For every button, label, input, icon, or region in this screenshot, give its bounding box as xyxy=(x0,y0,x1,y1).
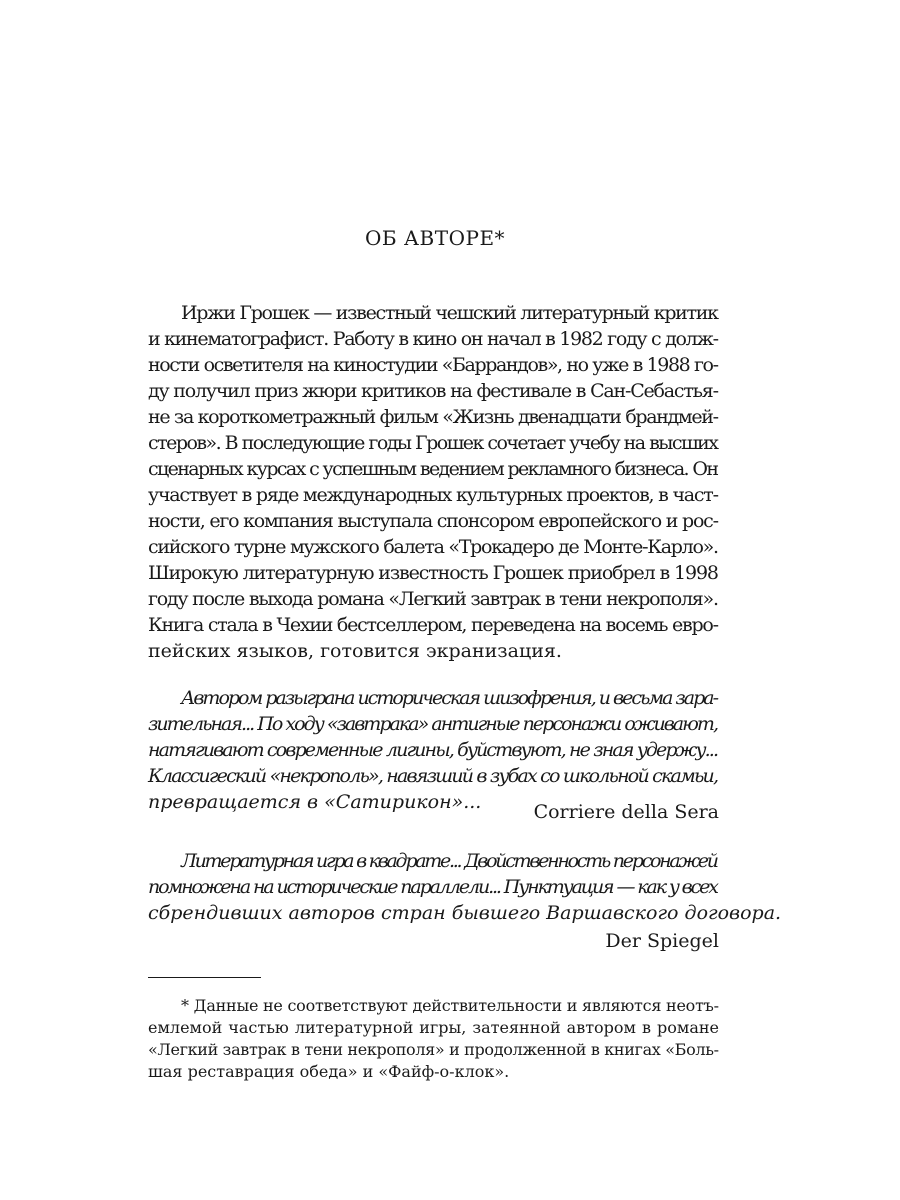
quote-source: Der Spiegel xyxy=(605,930,719,952)
quote-line: Классигеский «некрополь», навязший в зубах со школьной скамьи, xyxy=(148,765,718,787)
footnote-line: «Легкий завтрак в тени некрополя» и продолженной в книгах «Боль- xyxy=(148,1040,719,1059)
quote-line: превращается в «Сатирикон»... xyxy=(148,791,482,813)
body-line: стеров». В последующие годы Грошек сочетает учебу на высших xyxy=(148,432,718,454)
body-line: сценарных курсах с успешным ведением рекламного бизнеса. Он xyxy=(148,458,718,480)
quote-line: Автором разыграна историческая шизофрения, и весьма зара- xyxy=(181,687,717,709)
body-line: Книга стала в Чехии бестселлером, переведена на восемь евро- xyxy=(148,614,718,636)
footnote-line: шая реставрация обеда» и «Файф-о-клок». xyxy=(148,1062,510,1081)
quote-source: Corriere della Sera xyxy=(533,801,719,823)
quote-line: Литературная игра в квадрате... Двойственность персонажей xyxy=(181,850,717,872)
footnote-divider xyxy=(148,977,261,978)
body-line: году после выхода романа «Легкий завтрак в тени некрополя». xyxy=(148,588,718,610)
page-title: ОБ АВТОРЕ* xyxy=(364,226,506,250)
body-line: пейских языков, готовится экранизация. xyxy=(148,640,562,662)
body-line: Иржи Грошек — известный чешский литературный критик xyxy=(181,302,718,324)
quote-line: помножена на исторические параллели... Пунктуация — как у всех xyxy=(148,876,717,898)
body-line: ности осветителя на киностудии «Баррандов», но уже в 1988 го- xyxy=(148,354,718,376)
footnote-line: емлемой частью литературной игры, затеянной автором в романе xyxy=(148,1018,719,1037)
body-line: сийского турне мужского балета «Трокадеро де Монте-Карло». xyxy=(148,536,718,558)
body-line: участвует в ряде международных культурных проектов, в част- xyxy=(148,484,718,506)
body-line: и кинематографист. Работу в кино он начал в 1982 году с долж- xyxy=(148,328,718,350)
body-line: ности, его компания выступала спонсором европейского и рос- xyxy=(148,510,718,532)
body-line: Широкую литературную известность Грошек приобрел в 1998 xyxy=(148,562,718,584)
body-line: не за короткометражный фильм «Жизнь двенадцати брандмей- xyxy=(148,406,718,428)
quote-line: зительная... По ходу «завтрака» антигные персонажи оживают, xyxy=(148,713,718,735)
quote-line: сбрендивших авторов стран бывшего Варшавского договора. xyxy=(148,902,782,924)
body-line: ду получил приз жюри критиков на фестивале в Сан-Себастья- xyxy=(148,380,718,402)
footnote-line: * Данные не соответствуют действительности и являются неотъ- xyxy=(181,996,719,1015)
quote-line: натягивают современные лигины, буйствуют, не зная удержу... xyxy=(148,739,718,761)
